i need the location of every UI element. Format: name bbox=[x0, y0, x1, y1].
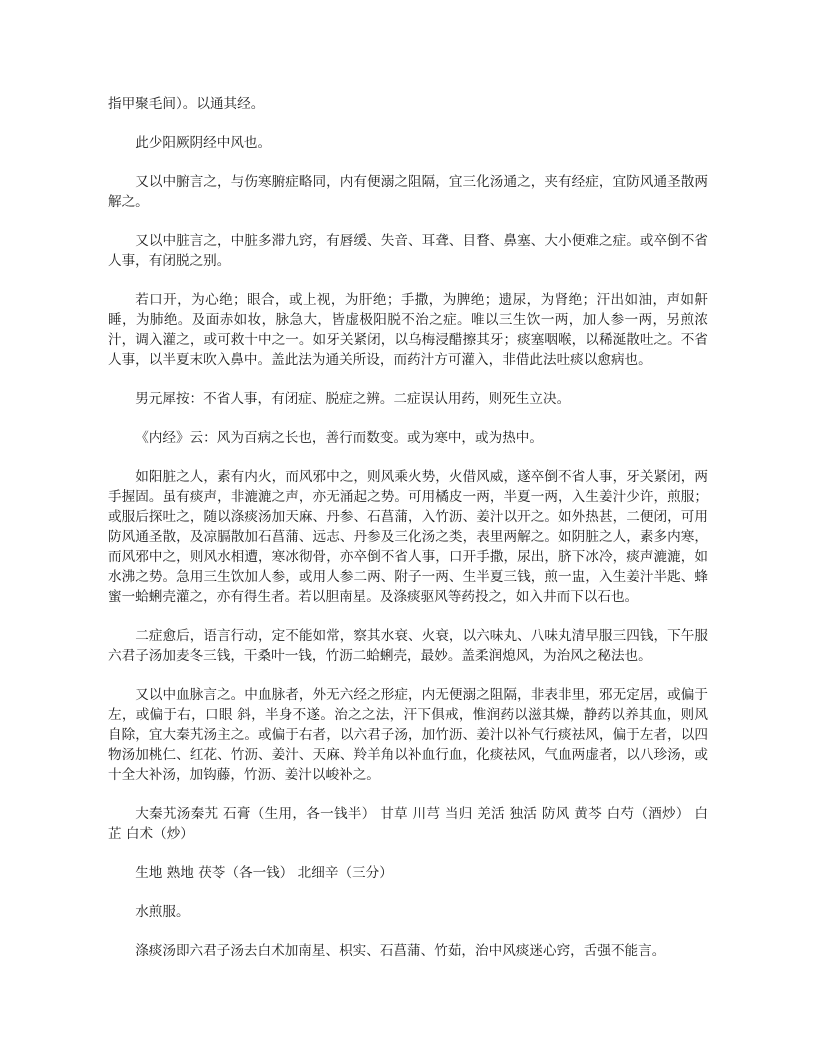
paragraph: 此少阳厥阴经中风也。 bbox=[135, 135, 272, 151]
paragraph: 二症愈后，语言行动，定不能如常，察其水衰、火衰，以六味丸、八味丸清早服三四钱，下午服六君子汤加麦冬三钱，干桑叶一钱，竹沥二蛤蜊壳，最妙。盖柔润熄风，为治风之秘法也。 bbox=[108, 628, 708, 664]
paragraph: 男元犀按：不省人事，有闭症、脱症之辨。二症误认用药，则死生立决。 bbox=[135, 391, 571, 407]
paragraph: 涤痰汤即六君子汤去白术加南星、枳实、石菖蒲、竹茹，治中风痰迷心窍，舌强不能言。 bbox=[135, 943, 666, 959]
formula-paragraph: 生地 熟地 茯苓（各一钱） 北细辛（三分） bbox=[135, 865, 393, 881]
paragraph: 又以中腑言之，与伤寒腑症略同，内有便溺之阻隔，宜三化汤通之，夹有经症，宜防风通圣散两解之。 bbox=[108, 174, 708, 210]
paragraph: 若口开，为心绝；眼合，或上视，为肝绝；手撒，为脾绝；遗尿，为肾绝；汗出如油，声如鼾睡，为肺绝。及面赤如妆，脉急大，皆虚极阳脱不治之症。唯以三生饮一两，加人参一两，另煎浓汁，调入灌之，或可救十中之一。如牙关紧闭，以乌梅浸醋擦其牙；痰塞咽喉，以稀涎散吐之。不省人事，以半夏末吹入鼻中。盖此法为通关所设，而药汁方可灌入，非借此法吐痰以愈病也。 bbox=[108, 292, 708, 368]
formula-paragraph: 大秦艽汤秦艽 石膏（生用，各一钱半） 甘草 川芎 当归 羌活 独活 防风 黄芩 白芍（酒炒） 白芷 白术（炒） bbox=[108, 806, 708, 842]
paragraph: 又以中血脉言之。中血脉者，外无六经之形症，内无便溺之阻隔，非表非里，邪无定居，或偏于左，或偏于右，口眼 斜，半身不遂。治之之法，汗下俱戒，惟润药以滋其燥，静药以养其血，则风自除，宜大秦艽汤主之。或偏于右者，以六君子汤，加竹沥、姜汁以补气行痰祛风，偏于左者，以四物汤加桃仁、红花、竹沥、姜汁、天麻、羚羊角以补血行血，化痰祛风，气血两虚者，以八珍汤，或十全大补汤，加钩藤，竹沥、姜汁以峻补之。 bbox=[108, 687, 708, 783]
paragraph: 水煎服。 bbox=[135, 904, 190, 920]
paragraph: 指甲聚毛间）。以通其经。 bbox=[108, 96, 265, 112]
paragraph: 如阳脏之人，素有内火，而风邪中之，则风乘火势，火借风威，遂卒倒不省人事，牙关紧闭，两手握固。虽有痰声，非漉漉之声，亦无涌起之势。可用橘皮一两，半夏一两，入生姜汁少许，煎服；或服后探吐之，随以涤痰汤加天麻、丹参、石菖蒲，入竹沥、姜汁以开之。如外热甚，二便闭，可用防风通圣散，及凉膈散加石菖蒲、远志、丹参及三化汤之类，表里两解之。如阴脏之人，素多内寒，而风邪中之，则风水相遭，寒冰彻骨，亦卒倒不省人事，口开手撒，尿出，脐下冰冷，痰声漉漉，如水沸之势。急用三生饮加人参，或用人参二两、附子一两、生半夏三钱，煎一盅，入生姜汁半匙、蜂蜜一蛤蜊壳灌之，亦有得生者。若以胆南星。及涤痰驱风等药投之，如入井而下以石也。 bbox=[108, 469, 708, 605]
paragraph: 《内经》云：风为百病之长也，善行而数变。或为寒中，或为热中。 bbox=[135, 430, 543, 446]
paragraph: 又以中脏言之，中脏多滞九窍，有唇缓、失音、耳聋、目瞀、鼻塞、大小便难之症。或卒倒不省人事，有闭脱之别。 bbox=[108, 233, 708, 269]
